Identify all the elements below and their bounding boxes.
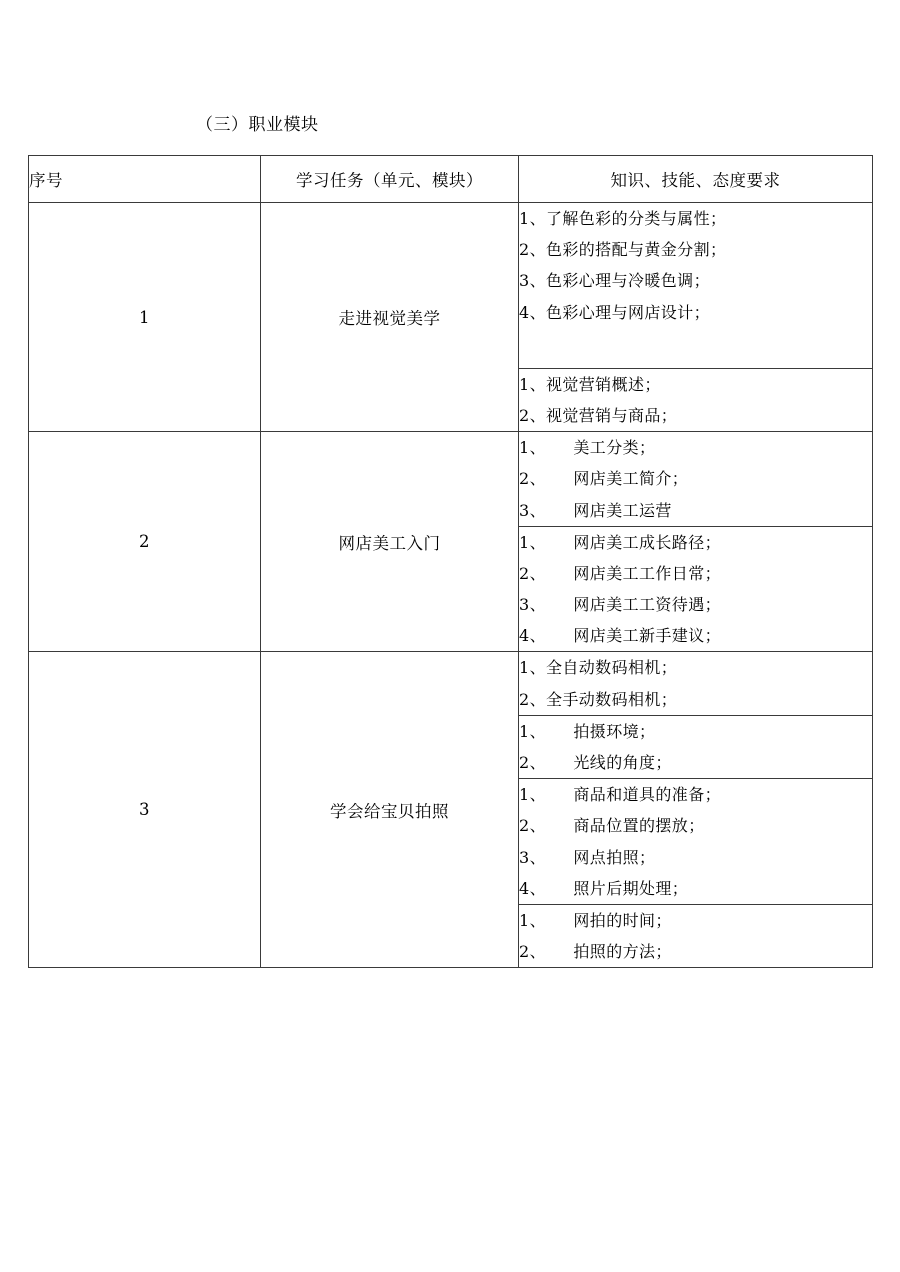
- requirement-item: 1、了解色彩的分类与属性；: [519, 209, 727, 228]
- row-requirements: [519, 526, 873, 652]
- requirement-item: 3、 网店美工工资待遇；: [519, 595, 722, 615]
- requirement-item: 4、 网店美工新手建议；: [519, 626, 722, 646]
- row-requirements: [519, 652, 873, 715]
- row-task: 走进视觉美学: [261, 203, 519, 432]
- requirement-item: 2、 拍照的方法；: [519, 942, 672, 962]
- requirement-item: 1、 商品和道具的准备；: [519, 785, 722, 805]
- requirement-item: 1、全自动数码相机；: [519, 658, 678, 678]
- row-requirements: [519, 715, 873, 778]
- requirement-item: 3、 网点拍照；: [519, 847, 656, 867]
- requirement-item: 4、色彩心理与网店设计；: [519, 302, 710, 322]
- requirement-item: 3、 网店美工运营: [519, 500, 672, 520]
- requirement-item: 2、 网店美工简介；: [519, 469, 689, 489]
- requirement-item: 1、视觉营销概述；: [519, 374, 661, 394]
- header-no: 序号: [29, 156, 261, 203]
- requirement-item: 2、 商品位置的摆放；: [519, 816, 705, 836]
- requirement-item: 2、色彩的搭配与黄金分割；: [519, 240, 727, 260]
- requirement-item: 2、视觉营销与商品；: [519, 405, 678, 425]
- row-requirements: [519, 368, 873, 431]
- table-row: [29, 203, 873, 369]
- table-row: [29, 432, 873, 527]
- table-header-row: [29, 156, 873, 203]
- row-requirements: [519, 432, 873, 527]
- row-task: 学会给宝贝拍照: [261, 652, 519, 968]
- requirement-item: 4、 照片后期处理；: [519, 878, 689, 898]
- row-requirements: [519, 779, 873, 905]
- requirement-item: 2、全手动数码相机；: [519, 689, 678, 709]
- section-heading: （三）职业模块: [196, 115, 319, 135]
- requirement-item: 2、 网店美工工作日常；: [519, 563, 722, 583]
- header-requirement: 知识、技能、态度要求: [519, 156, 873, 203]
- row-requirements: [519, 904, 873, 967]
- course-module-table: [28, 155, 873, 968]
- row-task: 网店美工入门: [261, 432, 519, 652]
- requirement-item: 1、 拍摄环境；: [519, 721, 656, 741]
- requirement-item: 2、 光线的角度；: [519, 753, 672, 772]
- requirement-item: 1、 网拍的时间；: [519, 910, 672, 930]
- table-row: [29, 652, 873, 715]
- requirement-item: 1、 网店美工成长路径；: [519, 532, 722, 552]
- row-no: 3: [29, 652, 261, 968]
- row-no: 2: [29, 432, 261, 652]
- header-task: 学习任务（单元、模块）: [261, 156, 519, 203]
- requirement-item: 3、色彩心理与冷暖色调；: [519, 271, 710, 291]
- row-no: 1: [29, 203, 261, 432]
- requirement-item: 1、 美工分类；: [519, 438, 656, 458]
- row-requirements: [519, 203, 873, 369]
